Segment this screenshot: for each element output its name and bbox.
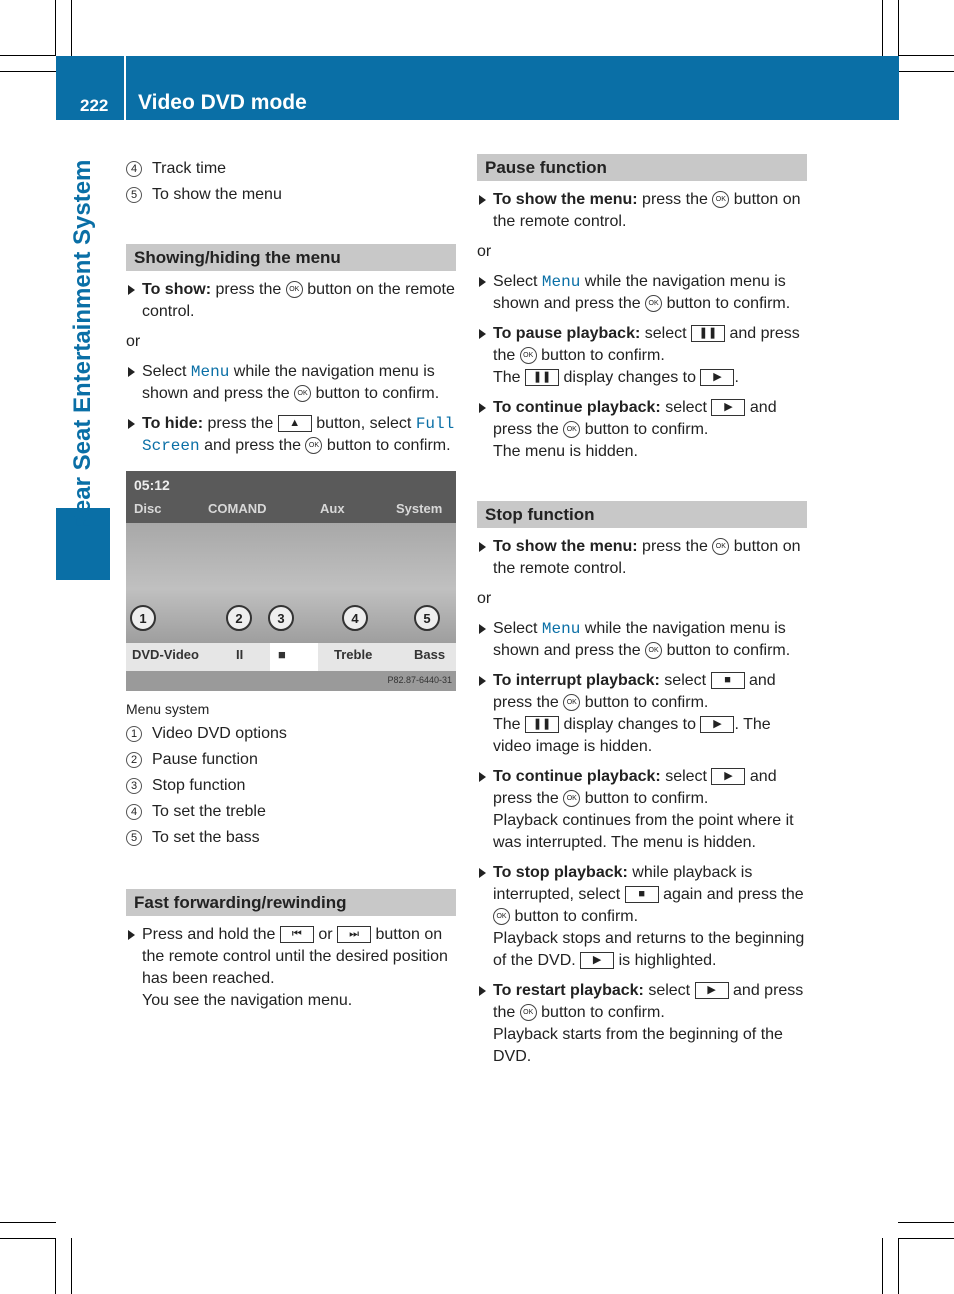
instruction-step: Select Menu while the navigation menu is shown and press the OK button to confirm. <box>477 618 807 662</box>
instruction-step: To hide: press the ▲ button, select Full Screen and press the OK button to confirm. <box>126 413 456 457</box>
screenshot-tab: System <box>396 501 443 516</box>
crop-mark <box>898 1238 954 1239</box>
pause-icon: ❚❚ <box>525 369 559 386</box>
menu-item-ref: Menu <box>541 620 581 638</box>
play-icon: ▶ <box>700 369 734 386</box>
page-number: 222 <box>80 96 109 115</box>
crop-mark <box>71 0 72 56</box>
crop-mark <box>898 55 954 56</box>
instruction-step: Select Menu while the navigation menu is shown and press the OK button to confirm. <box>126 361 456 405</box>
number-circle: 4 <box>126 804 142 820</box>
ok-button-icon: OK <box>712 191 729 208</box>
up-arrow-icon: ▲ <box>278 415 312 432</box>
ok-button-icon: OK <box>286 281 303 298</box>
number-circle: 3 <box>126 778 142 794</box>
or-text: or <box>477 243 492 260</box>
crop-mark <box>898 1222 954 1223</box>
crop-mark <box>898 71 954 72</box>
next-track-icon: ⏭ <box>337 926 371 943</box>
ok-button-icon: OK <box>294 385 311 402</box>
crop-mark <box>71 1238 72 1294</box>
number-circle: 5 <box>126 187 142 203</box>
crop-mark <box>0 55 56 56</box>
play-icon: ▶ <box>580 952 614 969</box>
ok-button-icon: OK <box>645 295 662 312</box>
crop-mark <box>882 0 883 56</box>
section-heading: Fast forwarding/rewinding <box>126 889 456 916</box>
list-item <box>126 182 456 208</box>
ok-button-icon: OK <box>563 790 580 807</box>
list-item <box>126 721 456 747</box>
header-divider <box>124 56 126 120</box>
left-column <box>126 156 456 1020</box>
ok-button-icon: OK <box>645 642 662 659</box>
crop-mark <box>882 1238 883 1294</box>
instruction-step: Press and hold the ⏮ or ⏭ button on the remote control until the desired position has been reached. You see the navigation menu. <box>126 924 456 1012</box>
ok-button-icon: OK <box>520 1004 537 1021</box>
right-column <box>477 154 807 1076</box>
list-item <box>126 156 456 182</box>
screenshot-bar-label: Bass <box>414 647 446 662</box>
list-item-text: To set the bass <box>152 829 260 846</box>
stop-icon: ■ <box>625 886 659 903</box>
ok-button-icon: OK <box>520 347 537 364</box>
list-item <box>126 825 456 851</box>
crop-mark <box>0 1222 56 1223</box>
crop-mark <box>55 1238 56 1294</box>
list-item <box>126 799 456 825</box>
screenshot-tab: COMAND <box>208 501 267 516</box>
instruction-step: To restart playback: select ▶ and press the OK button to confirm. Playback starts from the beginning of the DVD. <box>477 980 807 1068</box>
ok-button-icon: OK <box>493 908 510 925</box>
number-circle: 2 <box>126 752 142 768</box>
instruction-step: To show: press the OK button on the remote control. <box>126 279 456 323</box>
list-item-text: Track time <box>152 160 227 177</box>
callout-circle: 3 <box>268 605 294 631</box>
ok-button-icon: OK <box>563 421 580 438</box>
menu-system-screenshot <box>126 471 456 691</box>
screenshot-time: 05:12 <box>134 477 170 493</box>
or-text: or <box>477 590 492 607</box>
stop-icon: ■ <box>711 672 745 689</box>
screenshot-tab: Disc <box>134 501 162 516</box>
play-icon: ▶ <box>711 768 745 785</box>
list-item-text: Stop function <box>152 777 246 794</box>
pause-icon: ❚❚ <box>525 716 559 733</box>
crop-mark <box>0 71 56 72</box>
list-item-text: To show the menu <box>152 186 282 203</box>
screenshot-tab: Aux <box>320 501 345 516</box>
list-item-text: Video DVD options <box>152 725 287 742</box>
crop-mark <box>898 1238 899 1294</box>
ok-button-icon: OK <box>305 437 322 454</box>
menu-item-ref: Menu <box>190 363 230 381</box>
instruction-step: To show the menu: press the OK button on the remote control. <box>477 189 807 233</box>
instruction-step: To interrupt playback: select ■ and press the OK button to confirm. The ❚❚ display changes to ▶ . The video image is hidden. <box>477 670 807 758</box>
menu-item-ref: Menu <box>541 273 581 291</box>
ok-button-icon: OK <box>563 694 580 711</box>
number-circle: 1 <box>126 726 142 742</box>
crop-mark <box>0 1238 56 1239</box>
instruction-step: To stop playback: while playback is interrupted, select ■ again and press the OK button to confirm. Playback stops and returns to the beginning of the DVD. ▶ is highlighted. <box>477 862 807 972</box>
instruction-step: Select Menu while the navigation menu is shown and press the OK button to confirm. <box>477 271 807 315</box>
section-heading: Pause function <box>477 154 807 181</box>
previous-track-icon: ⏮ <box>280 926 314 943</box>
play-icon: ▶ <box>711 399 745 416</box>
list-item <box>126 747 456 773</box>
callout-circle: 4 <box>342 605 368 631</box>
crop-mark <box>55 0 56 56</box>
number-circle: 5 <box>126 830 142 846</box>
section-heading: Showing/hiding the menu <box>126 244 456 271</box>
instruction-step: To continue playback: select ▶ and press the OK button to confirm. Playback continues from the point where it was interrupted. The menu is hidden. <box>477 766 807 854</box>
image-reference: P82.87-6440-31 <box>387 675 452 685</box>
screenshot-bar-label: Treble <box>334 647 373 662</box>
crop-mark <box>898 0 899 56</box>
menu-item-ref: Full Screen <box>142 415 455 455</box>
section-side-title: Rear Seat Entertainment System <box>69 159 96 531</box>
screenshot-bar-label: ■ <box>278 647 286 662</box>
or-text: or <box>126 333 141 350</box>
section-heading: Stop function <box>477 501 807 528</box>
list-item-text: Pause function <box>152 751 258 768</box>
instruction-step: To pause playback: select ❚❚ and press the OK button to confirm. The ❚❚ display changes to ▶ . <box>477 323 807 389</box>
callout-circle: 2 <box>226 605 252 631</box>
list-item-text: To set the treble <box>152 803 266 820</box>
page-title: Video DVD mode <box>138 91 307 114</box>
screenshot-bar-label: II <box>236 647 244 662</box>
callout-circle: 1 <box>130 605 156 631</box>
play-icon: ▶ <box>700 716 734 733</box>
number-circle: 4 <box>126 161 142 177</box>
callout-circle: 5 <box>414 605 440 631</box>
list-item <box>126 773 456 799</box>
play-icon: ▶ <box>695 982 729 999</box>
ok-button-icon: OK <box>712 538 729 555</box>
instruction-step: To show the menu: press the OK button on the remote control. <box>477 536 807 580</box>
screenshot-bar-label: DVD-Video <box>132 647 199 662</box>
pause-icon: ❚❚ <box>691 325 725 342</box>
figure-caption: Menu system <box>126 701 210 717</box>
instruction-step: To continue playback: select ▶ and press the OK button to confirm. The menu is hidden. <box>477 397 807 463</box>
